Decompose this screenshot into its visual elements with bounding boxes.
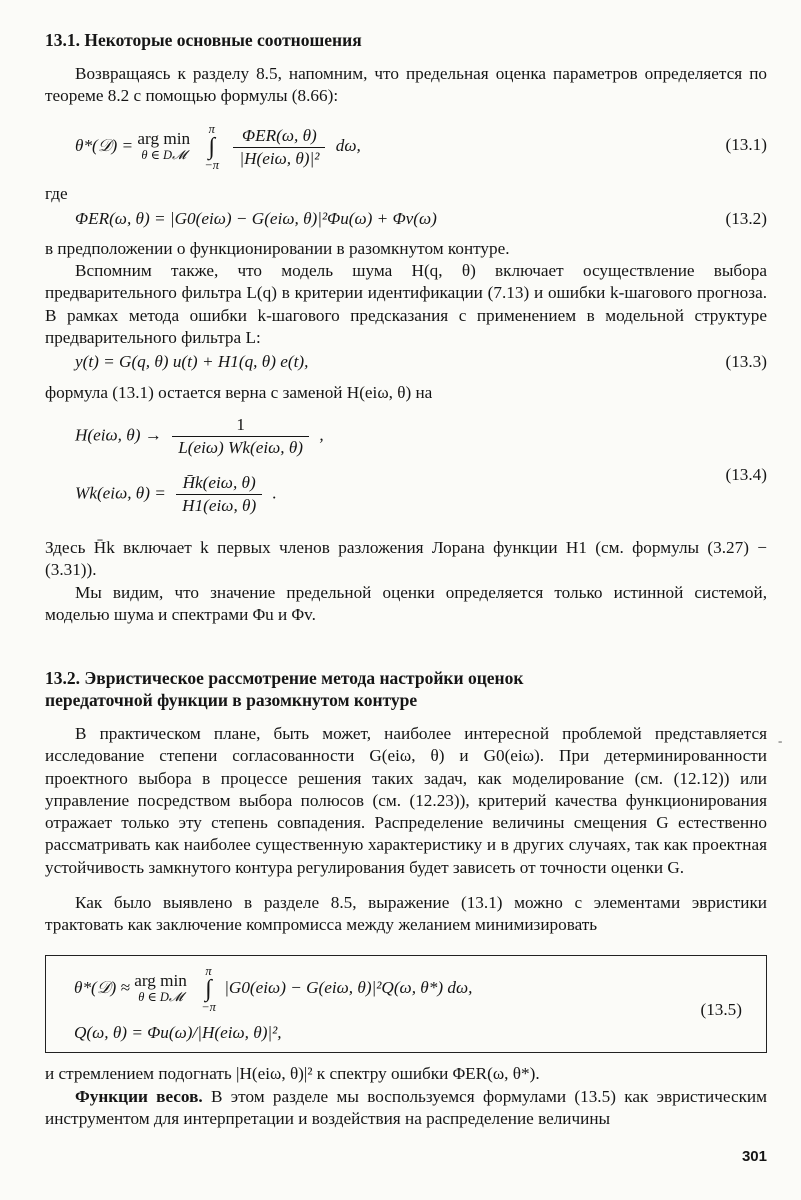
eq5-line1: θ*(𝒟) ≈ arg min θ ∈ D𝓜 π ∫ −π |G0(eiω) − G(eiω, θ)|²Q(ω, θ*) dω, xyxy=(74,964,473,1014)
paragraph-limit-estimate: Мы видим, что значение предельной оценки определяется только истинной системой, моделью шума и спектрами Φu и Φv. xyxy=(45,583,767,625)
section-heading-13-2 xyxy=(45,667,767,712)
equation-number-13-3: (13.3) xyxy=(725,352,767,371)
paragraph-weight-functions: Функции весов. В этом разделе мы воспользуемся формулами (13.5) как эвристическим инструментом для интерпретации и воздействия на распределение величины xyxy=(45,1087,767,1129)
integral-sign: π ∫ −π xyxy=(204,122,220,172)
margin-mark: - xyxy=(778,733,783,748)
equation-13-3 xyxy=(75,351,767,375)
paragraph-noise-model: Вспомним также, что модель шума H(q, θ) включает осуществление выбора предварительного фильтра L(q) в критерии идентификации (7.13) и ошибки k-шагового прогноза. В рамках метода ошибки k-шагового предсказания с применением в модельной структуре предварительного фильтра L: xyxy=(45,261,767,347)
equation-number-13-2: (13.2) xyxy=(725,209,767,228)
paragraph-laurent: Здесь H̄k включает k первых членов разложения Лорана функции H1 (см. формулы (3.27) − (3.31)). xyxy=(45,538,767,580)
equation-number-13-1: (13.1) xyxy=(725,135,767,154)
integral-sign-2: π ∫ −π xyxy=(201,964,216,1014)
eq4-line1-fraction: $\frac{1}{\text{L(eiω) Wk(eiω, θ)}}$ xyxy=(172,414,309,459)
equation-13-2 xyxy=(75,208,767,232)
section-heading-13-2-line1: 13.2. Эвристическое рассмотрение метода настройки оценок xyxy=(45,668,524,688)
equation-13-4 xyxy=(75,414,767,534)
equation-number-13-4: (13.4) xyxy=(725,465,767,484)
eq4-line1-lhs: H(eiω, θ) → xyxy=(75,425,162,445)
section-heading-13-1: 13.1. Некоторые основные соотношения xyxy=(45,30,362,50)
paragraph-after-eq3: формула (13.1) остается верна с заменой H(eiω, θ) на xyxy=(45,383,433,402)
equation-number-13-5: (13.5) xyxy=(700,1000,742,1019)
paragraph-practical: В практическом плане, быть может, наиболее интересной проблемой представляется исследование степени согласованности G(eiω, θ) и G0(eiω). При детерминированности проектного выбора в процессе решения таких задач, как моделирование (см. (12.12)) или управление посредством выбора полюсов (см. (12.23)), критерий качества функционирования отражает только эту степень совпадения. Распределение величины смещения G естественно рассматривать как наиболее существенную характеристику и в других случаях, так как проектная устойчивость замкнутого контура регулирования будет зависеть от точности оценки G. xyxy=(45,724,767,877)
eq4-line2-lhs: Wk(eiω, θ) = xyxy=(75,483,166,503)
equation-13-1 xyxy=(75,122,767,170)
eq1-lhs: θ*(𝒟) = xyxy=(75,135,134,155)
paragraph-after-eq5: и стремлением подогнать |H(eiω, θ)|² к спектру ошибки ΦER(ω, θ*). xyxy=(45,1064,540,1083)
page-number: 301 xyxy=(741,1148,767,1165)
where-label: где xyxy=(45,184,68,203)
argmin-operator-2: arg min θ ∈ D𝓜 xyxy=(134,971,187,1004)
equation-13-5-box xyxy=(45,955,767,1053)
eq4-line2-tail: . xyxy=(272,483,277,503)
paragraph-compromise: Как было выявлено в разделе 8.5, выражение (13.1) можно с элементами эвристики трактовать как заключение компромисса между желанием минимизировать xyxy=(45,893,767,935)
eq4-line1-tail: , xyxy=(319,425,324,445)
eq1-tail: dω, xyxy=(335,135,361,155)
paragraph-intro: Возвращаясь к разделу 8.5, напомним, что предельная оценка параметров определяется по теореме 8.2 с помощью формулы (8.66): xyxy=(45,64,767,106)
eq1-fraction: $\frac{\text{ΦER(ω, θ)}}{\text{|H(eiω, θ)|²}}$ xyxy=(233,125,325,170)
eq5-line2: Q(ω, θ) = Φu(ω)/|H(eiω, θ)|², xyxy=(74,1023,282,1042)
eq4-line2-fraction: $\frac{\text{H̄k(eiω, θ)}}{\text{H1(eiω, θ)}}$ xyxy=(176,472,262,517)
eq3-body: y(t) = G(q, θ) u(t) + H1(q, θ) e(t), xyxy=(75,352,309,371)
eq2-body: ΦER(ω, θ) = |G0(eiω) − G(eiω, θ)|²Φu(ω) + Φv(ω) xyxy=(75,209,437,228)
argmin-operator: arg min θ ∈ D𝓜 xyxy=(137,129,191,162)
section-heading-13-2-line2: передаточной функции в разомкнутом контуре xyxy=(45,690,418,711)
weight-functions-title: Функции весов. xyxy=(75,1087,203,1106)
paragraph-after-eq2: в предположении о функционировании в разомкнутом контуре. xyxy=(45,239,510,258)
